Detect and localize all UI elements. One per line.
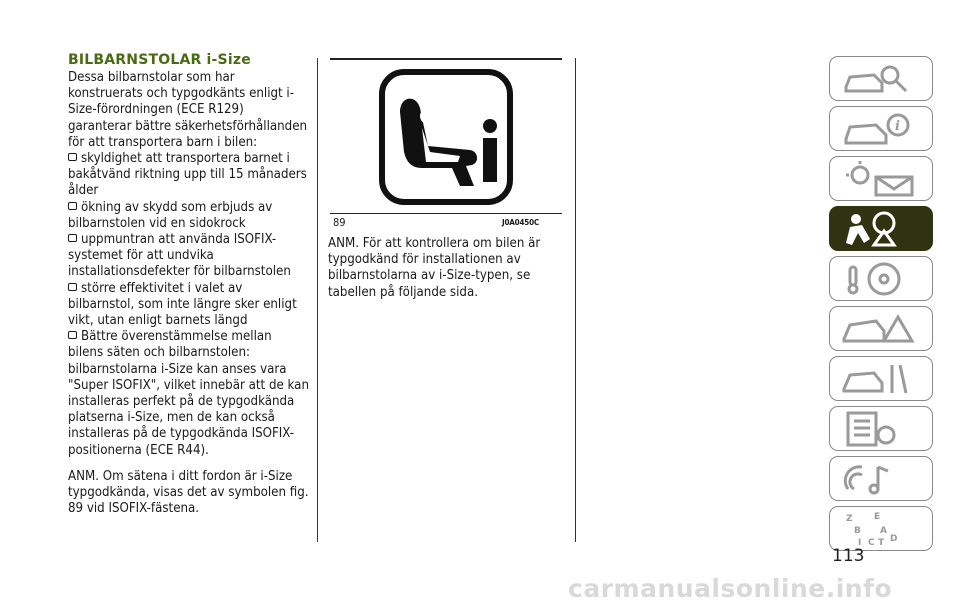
bullet-icon bbox=[68, 283, 77, 291]
bullet-item: Bättre överenstämmelse mellan bilens säten och bilbarnstolen: bilbarnstolarna i-Size kan anses vara "Super ISOFIX", vilket innebär att de kan installeras perfekt på de typgodkända platserna i-Size, men de kan också installeras på de typgodkända ISOFIX-positionerna (ECE R44). bbox=[68, 329, 309, 458]
chapter-tab-9[interactable] bbox=[829, 456, 933, 501]
chapter-tab-6[interactable] bbox=[829, 306, 933, 351]
car-search-icon bbox=[840, 61, 924, 97]
svg-text:T: T bbox=[878, 538, 885, 547]
chapter-tab-1[interactable] bbox=[829, 56, 933, 101]
bullet-item: skyldighet att transportera barnet i bakåtvänd riktning upp till 15 månaders ålder bbox=[68, 151, 307, 199]
child-seat-i-size-icon bbox=[378, 68, 514, 206]
index-letters-icon bbox=[840, 511, 924, 547]
svg-text:B: B bbox=[854, 526, 861, 536]
svg-text:i: i bbox=[895, 119, 900, 134]
svg-text:C: C bbox=[868, 538, 875, 547]
chapter-tab-4[interactable] bbox=[829, 206, 933, 251]
figure-number: 89 bbox=[333, 216, 346, 229]
figure-bottom-rule bbox=[330, 213, 562, 214]
middle-column bbox=[328, 236, 568, 301]
figure-top-rule bbox=[330, 58, 562, 60]
chapter-tab-2[interactable] bbox=[829, 106, 933, 151]
svg-text:A: A bbox=[880, 526, 887, 536]
car-warning-icon bbox=[840, 311, 924, 347]
chapter-tab-8[interactable] bbox=[829, 406, 933, 451]
left-column bbox=[68, 52, 310, 517]
intro-paragraph: Dessa bilbarnstolar som har konstruerats och typgodkänts enligt i-Size-förordningen (ECE R129) garanterar bättre säkerhetsförhållanden för att transportera barn i bilen: bbox=[68, 70, 308, 150]
chapter-tab-10[interactable] bbox=[829, 506, 933, 551]
bullet-item: större effektivitet i valet av bilbarnstol, som inte längre sker enligt vikt, utan enligt barnets längd bbox=[68, 280, 297, 329]
page-number: 113 bbox=[832, 546, 865, 566]
technical-data-icon bbox=[840, 411, 924, 447]
column-divider-left bbox=[317, 58, 318, 542]
bullet-icon bbox=[68, 153, 77, 161]
airbag-seat-icon bbox=[840, 211, 924, 247]
note-paragraph-2: ANM. För att kontrollera om bilen är typgodkänd för installationen av bilbarnstolarna av i-Size-typen, se tabellen på följande sida. bbox=[328, 236, 541, 300]
warning-lights-message-icon bbox=[840, 161, 924, 197]
chapter-tab-7[interactable] bbox=[829, 356, 933, 401]
svg-text:E: E bbox=[874, 512, 881, 522]
bullet-icon bbox=[68, 331, 77, 339]
figure-code: J0A0450C bbox=[502, 218, 539, 227]
bullet-item: ökning av skydd som erbjuds av bilbarnstolen vid en sidokrock bbox=[68, 199, 273, 231]
note-paragraph: ANM. Om sätena i ditt fordon är i-Size typgodkända, visas det av symbolen fig. 89 vid ISOFIX-fästena. bbox=[68, 468, 309, 517]
svg-text:I: I bbox=[858, 538, 862, 547]
column-divider-right bbox=[575, 58, 576, 542]
car-info-icon bbox=[840, 111, 924, 147]
bullet-item: uppmuntran att använda ISOFIX-systemet för att undvika installationsdefekter för bilbarnstolen bbox=[68, 232, 291, 280]
chapter-tab-3[interactable] bbox=[829, 156, 933, 201]
svg-text:Z: Z bbox=[846, 514, 853, 524]
chapter-tab-5[interactable] bbox=[829, 256, 933, 301]
bullet-icon bbox=[68, 234, 77, 242]
section-heading: BILBARNSTOLAR i-Size bbox=[68, 52, 251, 68]
key-steering-wheel-icon bbox=[840, 261, 924, 297]
watermark: carmanualsonline.info bbox=[568, 574, 893, 603]
car-service-tools-icon bbox=[840, 361, 924, 397]
bullet-icon bbox=[68, 202, 77, 210]
multimedia-icon bbox=[840, 461, 924, 497]
svg-text:D: D bbox=[890, 534, 898, 544]
